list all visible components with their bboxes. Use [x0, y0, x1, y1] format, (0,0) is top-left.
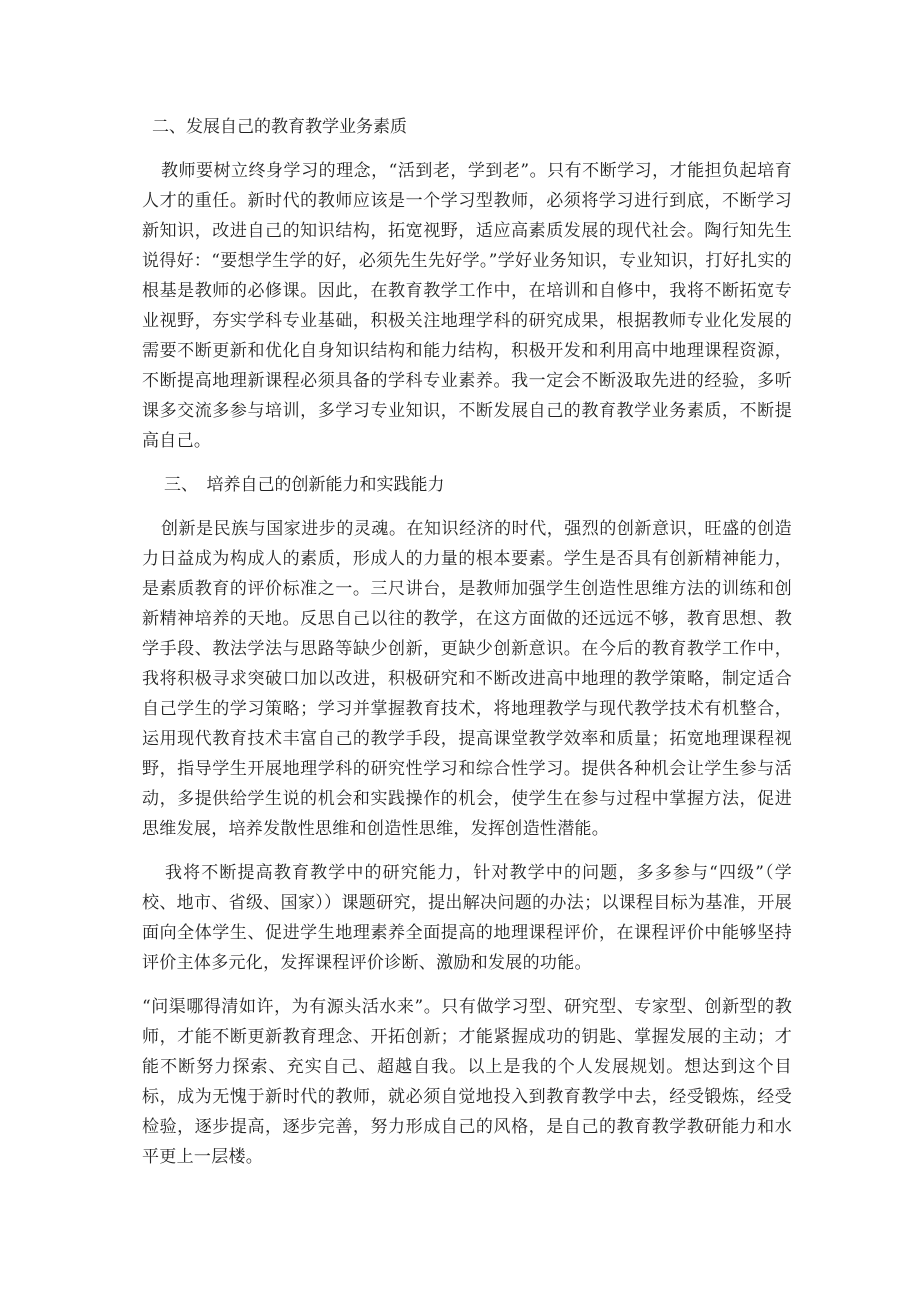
- document-page: [142, 112, 792, 1186]
- section3-paragraph-2: 我将不断提高教育教学中的研究能力，针对教学中的问题，多多参与“四级”（学校、地市、省级、国家））课题研究，提出解决问题的办法；以课程目标为基准，开展面向全体学生、促进学生地理素养全面提高的地理课程评价，在课程评价中能够坚持评价主体多元化，发挥课程评价诊断、激励和发展的功能。: [142, 863, 792, 973]
- section3-heading: 三、 培养自己的创新能力和实践能力: [164, 475, 445, 495]
- section2-paragraph: 教师要树立终身学习的理念，“活到老，学到老”。只有不断学习，才能担负起培育人才的重任。新时代的教师应该是一个学习型教师，必须将学习进行到底，不断学习新知识，改进自己的知识结构，拓宽视野，适应高素质发展的现代社会。陶行知先生说得好：“要想学生学的好，必须先生先好学。”学好业务知识，专业知识，打好扎实的根基是教师的必修课。因此，在教育教学工作中，在培训和自修中，我将不断拓宽专业视野，夯实学科专业基础，积极关注地理学科的研究成果，根据教师专业化发展的需要不断更新和优化自身知识结构和能力结构，积极开发和利用高中地理课程资源，不断提高地理新课程必须具备的学科专业素养。我一定会不断汲取先进的经验，多听课多交流多参与培训，多学习专业知识，不断发展自己的教育教学业务素质，不断提高自己。: [142, 161, 792, 451]
- section2-heading: 二、发展自己的教育教学业务素质: [152, 117, 407, 137]
- closing-paragraph: “问渠哪得清如许，为有源头活水来”。只有做学习型、研究型、专家型、创新型的教师，才能不断更新教育理念、开拓创新；才能紧握成功的钥匙、掌握发展的主动；才能不断努力探索、充实自己、超越自我。以上是我的个人发展规划。想达到这个目标，成为无愧于新时代的教师，就必须自觉地投入到教育教学中去，经受锻炼，经受检验，逐步提高，逐步完善，努力形成自己的风格，是自己的教育教学教研能力和水平更上一层楼。: [142, 997, 792, 1167]
- section3-paragraph-1: 创新是民族与国家进步的灵魂。在知识经济的时代，强烈的创新意识，旺盛的创造力日益成为构成人的素质，形成人的力量的根本要素。学生是否具有创新精神能力，是素质教育的评价标准之一。三尺讲台，是教师加强学生创造性思维方法的训练和创新精神培养的天地。反思自己以往的教学，在这方面做的还远远不够，教育思想、教学手段、教法学法与思路等缺少创新，更缺少创新意识。在今后的教育教学工作中，我将积极寻求突破口加以改进，积极研究和不断改进高中地理的教学策略，制定适合自己学生的学习策略；学习并掌握教育技术，将地理教学与现代教学技术有机整合，运用现代教育技术丰富自己的教学手段，提高课堂教学效率和质量；拓宽地理课程视野，指导学生开展地理学科的研究性学习和综合性学习。提供各种机会让学生参与活动，多提供给学生说的机会和实践操作的机会，使学生在参与过程中掌握方法，促进思维发展，培养发散性思维和创造性思维，发挥创造性潜能。: [142, 519, 792, 839]
